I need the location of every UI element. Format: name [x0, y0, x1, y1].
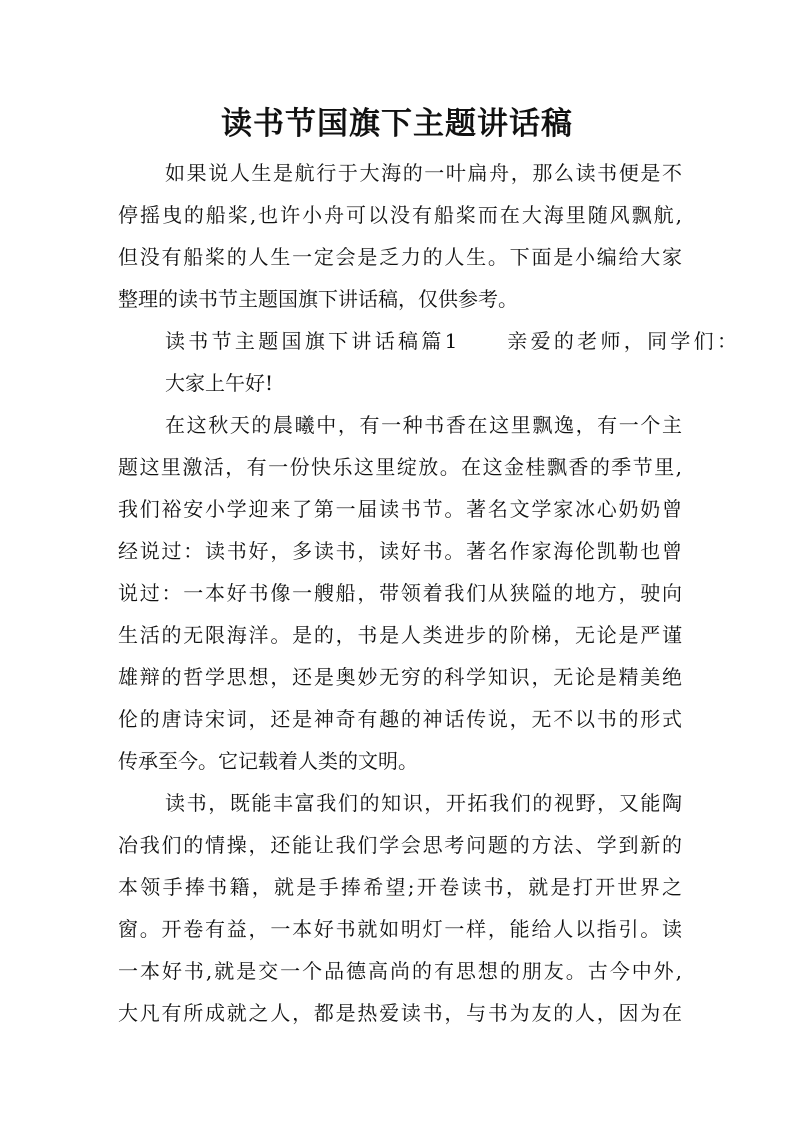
- text-line: 读书，既能丰富我们的知识，开拓我们的视野，又能陶: [165, 791, 682, 815]
- text-line: 本领手捧书籍，就是手捧希望;开卷读书，就是打开世界之: [118, 875, 682, 899]
- document-body: [118, 152, 737, 1034]
- text-line: 传承至今。它记载着人类的文明。: [118, 749, 418, 773]
- text-line: 冶我们的情操，还能让我们学会思考问题的方法、学到新的: [118, 833, 682, 857]
- text-line: 我们裕安小学迎来了第一届读书节。著名文学家冰心奶奶曾: [118, 497, 682, 521]
- text-line: 如果说人生是航行于大海的一叶扁舟，那么读书便是不: [165, 161, 682, 185]
- text-line: 说过：一本好书像一艘船，带领着我们从狭隘的地方，驶向: [118, 581, 682, 605]
- text-line: 经说过：读书好，多读书，读好书。著名作家海伦凯勒也曾: [118, 539, 682, 563]
- text-line: 题这里激活，有一份快乐这里绽放。在这金桂飘香的季节里,: [118, 455, 682, 479]
- text-line: 窗。开卷有益，一本好书就如明灯一样，能给人以指引。读: [118, 917, 682, 941]
- text-line: 生活的无限海洋。是的，书是人类进步的阶梯，无论是严谨: [118, 623, 682, 647]
- text-line: 大家上午好!: [165, 371, 274, 395]
- paragraph-section-heading: [118, 320, 737, 362]
- text-line: 读书节主题国旗下讲话稿篇1 亲爱的老师，同学们：: [165, 329, 737, 353]
- paragraph-body-1: [118, 404, 682, 782]
- text-line: 伦的唐诗宋词，还是神奇有趣的神话传说，无不以书的形式: [118, 707, 682, 731]
- text-line: 停摇曳的船桨,也许小舟可以没有船桨而在大海里随风飘航,: [118, 203, 682, 227]
- paragraph-intro: [118, 152, 682, 320]
- text-line: 大凡有所成就之人，都是热爱读书，与书为友的人，因为在: [118, 1001, 682, 1025]
- text-line: 一本好书,就是交一个品德高尚的有思想的朋友。古今中外,: [118, 959, 682, 983]
- text-line: 雄辩的哲学思想，还是奥妙无穷的科学知识，无论是精美绝: [118, 665, 682, 689]
- text-line: 但没有船桨的人生一定会是乏力的人生。下面是小编给大家: [118, 245, 682, 269]
- paragraph-greeting: [118, 362, 682, 404]
- document-title: 读书节国旗下主题讲话稿: [221, 106, 573, 142]
- text-line: 在这秋天的晨曦中，有一种书香在这里飘逸，有一个主: [165, 413, 682, 437]
- text-line: 整理的读书节主题国旗下讲话稿，仅供参考。: [118, 287, 518, 311]
- paragraph-body-2: [118, 782, 682, 1034]
